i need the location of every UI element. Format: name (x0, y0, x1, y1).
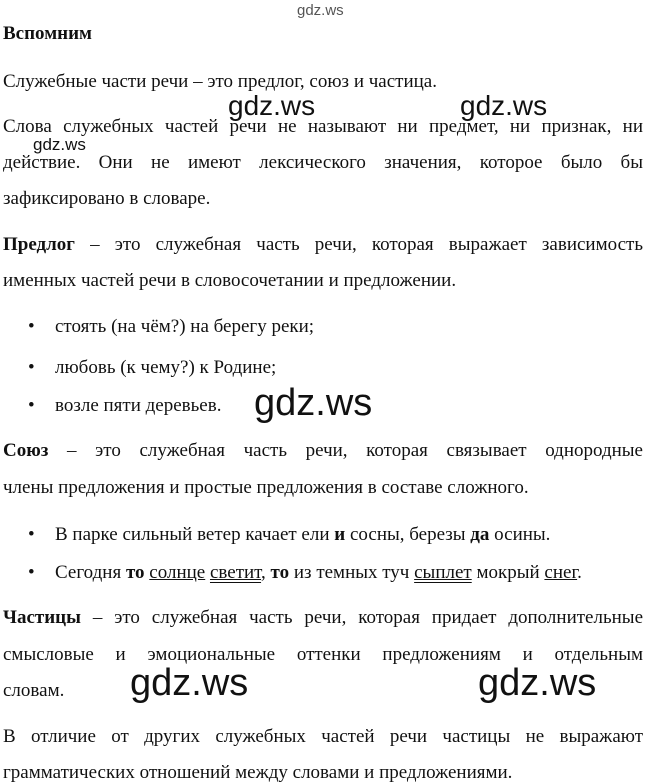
bullet: • (28, 524, 35, 545)
watermark: gdz.ws (254, 382, 373, 424)
bullet: • (28, 357, 35, 378)
list-item: возле пяти деревьев. (55, 395, 222, 416)
watermark: gdz.ws (297, 2, 344, 19)
preposition-definition: Предлог – это служебная часть речи, которая выражает зависимость (3, 234, 643, 255)
intro-text: Служебные части речи – это предлог, союз и частица. (3, 71, 437, 92)
final-paragraph-line: грамматических отношений между словами и предложениями. (3, 762, 513, 783)
conjunction-definition-line: члены предложения и простые предложения в составе сложного. (3, 477, 529, 498)
list-item: В парке сильный ветер качает ели и сосны, березы да осины. (55, 524, 551, 545)
words-paragraph-line: зафиксировано в словаре. (3, 188, 211, 209)
heading: Вспомним (3, 23, 92, 44)
watermark: gdz.ws (228, 90, 316, 121)
words-paragraph-line: действие. Они не имеют лексического значения, которое было бы (3, 152, 643, 173)
particle-definition: Частицы – это служебная часть речи, которая придает дополнительные (3, 607, 643, 628)
particle-definition-line: словам. (3, 680, 65, 701)
bullet: • (28, 395, 35, 416)
watermark: gdz.ws (130, 662, 249, 704)
bullet: • (28, 562, 35, 583)
watermark: gdz.ws (33, 135, 86, 154)
particle-definition-line: смысловые и эмоциональные оттенки предложениям и отдельным (3, 644, 643, 665)
words-paragraph-line: Слова служебных частей речи не называют ни предмет, ни признак, ни (3, 116, 643, 137)
list-item: любовь (к чему?) к Родине; (55, 357, 277, 378)
preposition-definition-line: именных частей речи в словосочетании и предложении. (3, 270, 457, 291)
list-item: стоять (на чём?) на берегу реки; (55, 316, 315, 337)
particle-term: Частицы (3, 607, 81, 628)
watermark: gdz.ws (478, 662, 597, 704)
conjunction-definition: Союз – это служебная часть речи, которая связывает однородные (3, 440, 643, 461)
bullet: • (28, 316, 35, 337)
preposition-term: Предлог (3, 234, 75, 255)
list-item: Сегодня то солнце светит, то из темных туч сыплет мокрый снег. (55, 562, 582, 583)
conjunction-term: Союз (3, 440, 49, 461)
final-paragraph-line: В отличие от других служебных частей речи частицы не выражают (3, 726, 643, 747)
watermark: gdz.ws (460, 90, 548, 121)
